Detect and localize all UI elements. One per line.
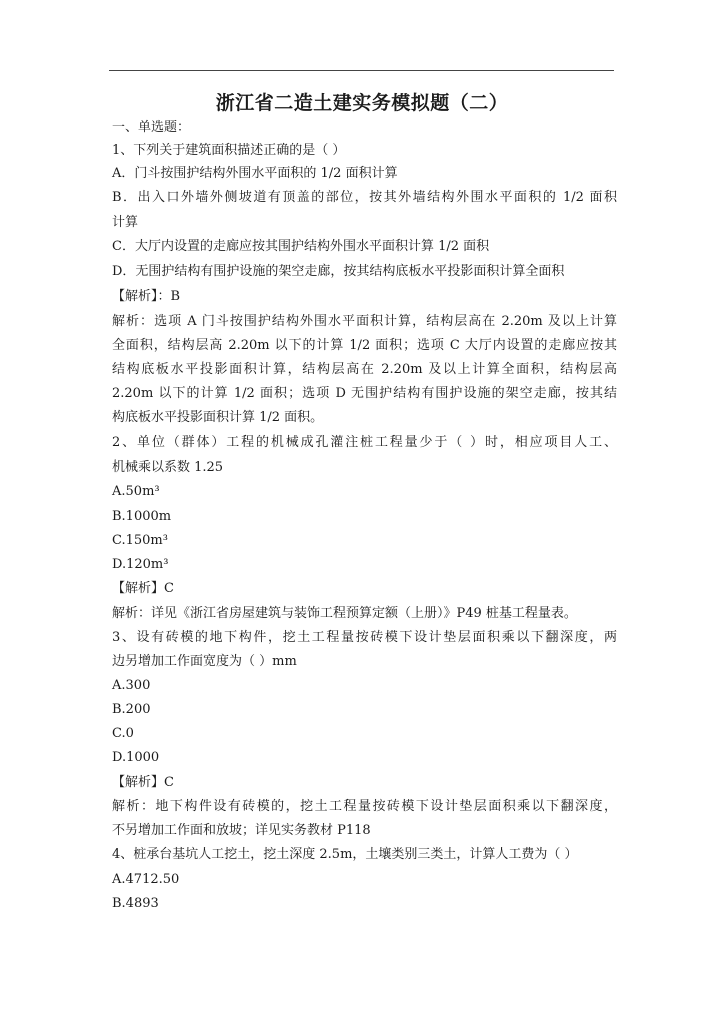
header-rule (109, 70, 614, 71)
question-2-option-a: A.50m³ (112, 484, 160, 499)
question-4-option-b: B.4893 (112, 896, 159, 911)
question-2-stem: 2、单位（群体）工程的机械成孔灌注桩工程量少于（ ）时，相应项目人工、 (112, 435, 617, 450)
question-1-explanation-line-5: 构底板水平投影面积计算 1/2 面积。 (112, 410, 324, 425)
question-3-explanation-line-2: 不另增加工作面和放坡；详见实务教材 P118 (112, 823, 371, 838)
question-4-option-a: A.4712.50 (112, 872, 180, 887)
question-3-option-a: A.300 (112, 678, 151, 693)
question-2-stem-cont: 机械乘以系数 1.25 (112, 460, 224, 475)
question-3-answer: 【解析】C (112, 775, 174, 790)
question-1-option-a: A．门斗按围护结构外围水平面积的 1/2 面积计算 (112, 166, 398, 181)
question-3-option-c: C.0 (112, 726, 134, 741)
question-1-option-c: C．大厅内设置的走廊应按其围护结构外围水平面积计算 1/2 面积 (112, 239, 490, 254)
question-1-option-d: D．无围护结构有围护设施的架空走廊，按其结构底板水平投影面积计算全面积 (112, 264, 565, 279)
question-3-stem: 3、设有砖模的地下构件，挖土工程量按砖模下设计垫层面积乘以下翻深度，两 (112, 630, 617, 645)
question-1-explanation-line-3: 结构底板水平投影面积计算，结构层高在 2.20m 及以上计算全面积，结构层高 (112, 362, 617, 377)
question-3-option-d: D.1000 (112, 750, 160, 765)
question-1-explanation-line-2: 全面积，结构层高 2.20m 以下的计算 1/2 面积；选项 C 大厅内设置的走廊应按其 (112, 338, 617, 353)
question-1-option-b: B．出入口外墙外侧坡道有顶盖的部位，按其外墙结构外围水平面积的 1/2 面积 (112, 190, 617, 205)
question-1-explanation-line-4: 2.20m 以下的计算 1/2 面积；选项 D 无围护结构有围护设施的架空走廊，按其结 (112, 386, 617, 401)
question-3-option-b: B.200 (112, 702, 151, 717)
page-title: 浙江省二造土建实务模拟题（二） (215, 92, 509, 114)
question-1-answer: 【解析】：B (112, 289, 181, 304)
question-3-explanation-line-1: 解析：地下构件设有砖模的，挖土工程量按砖模下设计垫层面积乘以下翻深度， (112, 799, 617, 814)
question-4-stem: 4、桩承台基坑人工挖土，挖土深度 2.5m，土壤类别三类土，计算人工费为（ ） (112, 847, 578, 862)
question-1-stem: 1、下列关于建筑面积描述正确的是（ ） (112, 143, 346, 158)
question-2-answer: 【解析】C (112, 581, 174, 596)
section-heading: 一、单选题： (112, 120, 191, 135)
question-1-option-b-cont: 计算 (112, 215, 139, 230)
question-2-option-c: C.150m³ (112, 533, 168, 548)
question-2-option-b: B.1000m (112, 509, 172, 524)
question-2-option-d: D.120m³ (112, 557, 169, 572)
question-2-explanation: 解析：详见《浙江省房屋建筑与装饰工程预算定额（上册）》P49 桩基工程量表。 (112, 606, 577, 621)
question-1-explanation-line-1: 解析：选项 A 门斗按围护结构外围水平面积计算，结构层高在 2.20m 及以上计算 (112, 314, 617, 329)
question-3-stem-cont: 边另增加工作面宽度为（ ）mm (112, 654, 297, 669)
